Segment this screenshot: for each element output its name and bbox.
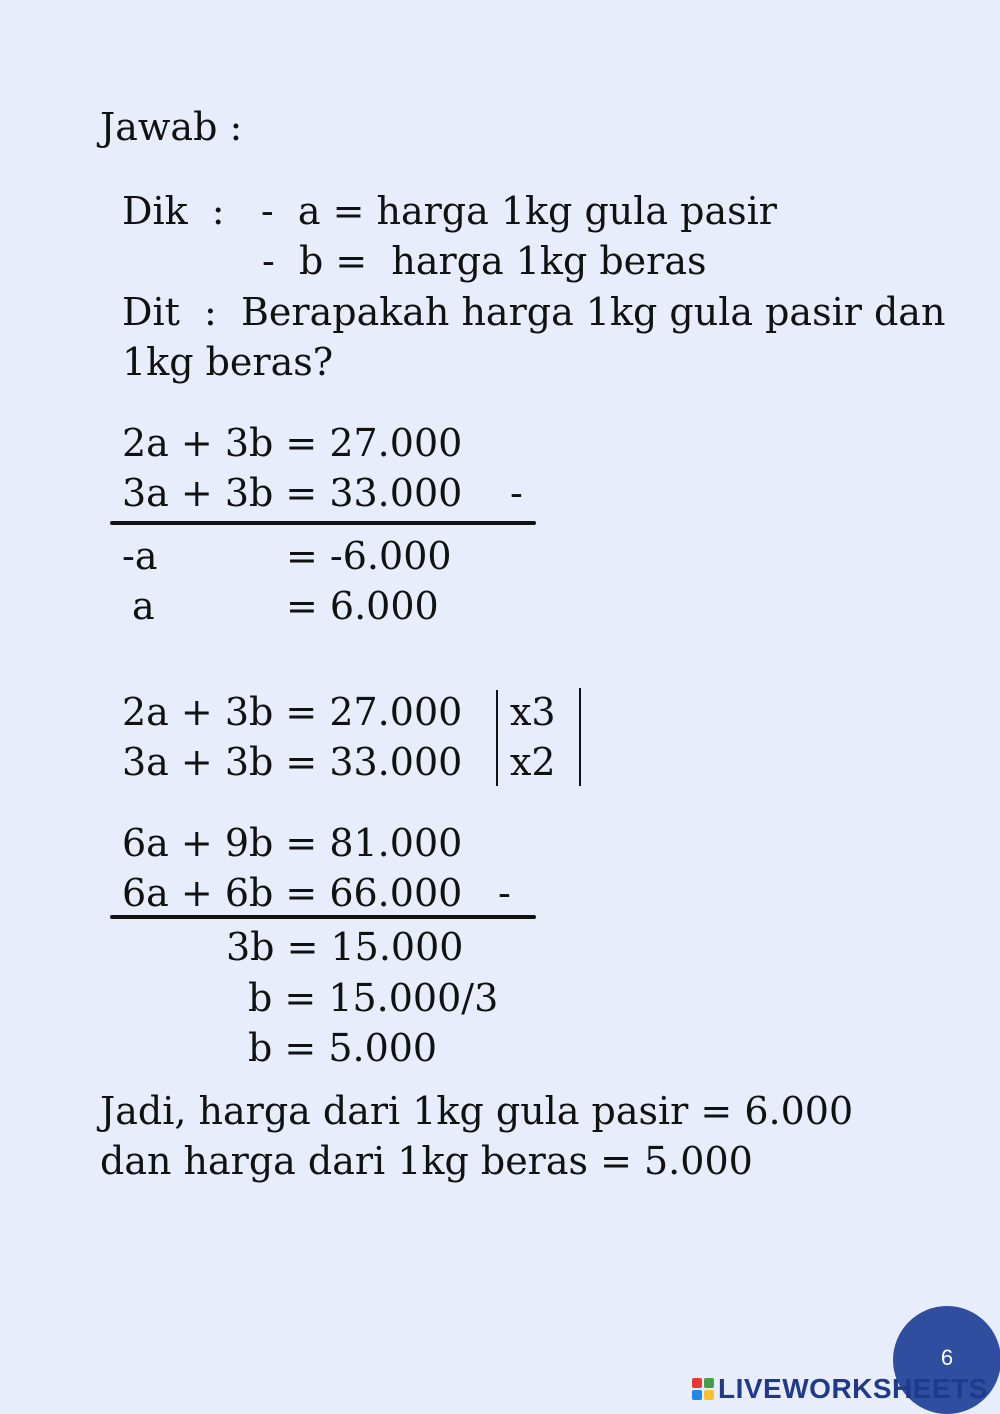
scaled-equation-1: 6a + 9b = 81.000 — [122, 821, 463, 865]
subtraction-line — [110, 521, 536, 525]
brand-text: LIVEWORKSHEETS — [718, 1373, 988, 1404]
multiplier-1: x3 — [510, 690, 556, 734]
known-line-a: Dik : - a = harga 1kg gula pasir — [122, 189, 777, 233]
result-3b: 3b = 15.000 — [226, 925, 464, 969]
liveworksheets-logo-icon — [692, 1378, 714, 1400]
multiply-equation-1: 2a + 3b = 27.000 — [122, 690, 463, 734]
answer-heading: Jawab : — [100, 105, 243, 149]
result-b-division: b = 15.000/3 — [248, 976, 499, 1020]
subtract-sign: - — [510, 471, 523, 515]
conclusion-line-2: dan harga dari 1kg beras = 5.000 — [100, 1139, 753, 1183]
known-line-b: - b = harga 1kg beras — [262, 239, 707, 283]
equation-1: 2a + 3b = 27.000 — [122, 421, 463, 465]
page-number: 6 — [940, 1345, 954, 1370]
multiplier-2: x2 — [510, 740, 556, 784]
result-b: b = 5.000 — [248, 1026, 438, 1070]
equation-2: 3a + 3b = 33.000 — [122, 471, 463, 515]
result-a-left: a — [132, 584, 155, 628]
result-neg-a-right: = -6.000 — [286, 534, 452, 578]
multiply-equation-2: 3a + 3b = 33.000 — [122, 740, 463, 784]
result-a-right: = 6.000 — [286, 584, 439, 628]
multiplier-bar-right — [579, 688, 581, 786]
result-neg-a-left: -a — [122, 534, 158, 578]
asked-line-1: Dit : Berapakah harga 1kg gula pasir dan — [122, 290, 946, 334]
liveworksheets-brand — [692, 1372, 988, 1406]
scaled-equation-2: 6a + 6b = 66.000 — [122, 871, 463, 915]
subtract-sign-2: - — [498, 871, 511, 915]
asked-line-2: 1kg beras? — [122, 340, 334, 384]
multiplier-bar-left — [496, 690, 498, 786]
subtraction-line-2 — [110, 915, 536, 919]
conclusion-line-1: Jadi, harga dari 1kg gula pasir = 6.000 — [100, 1089, 854, 1133]
